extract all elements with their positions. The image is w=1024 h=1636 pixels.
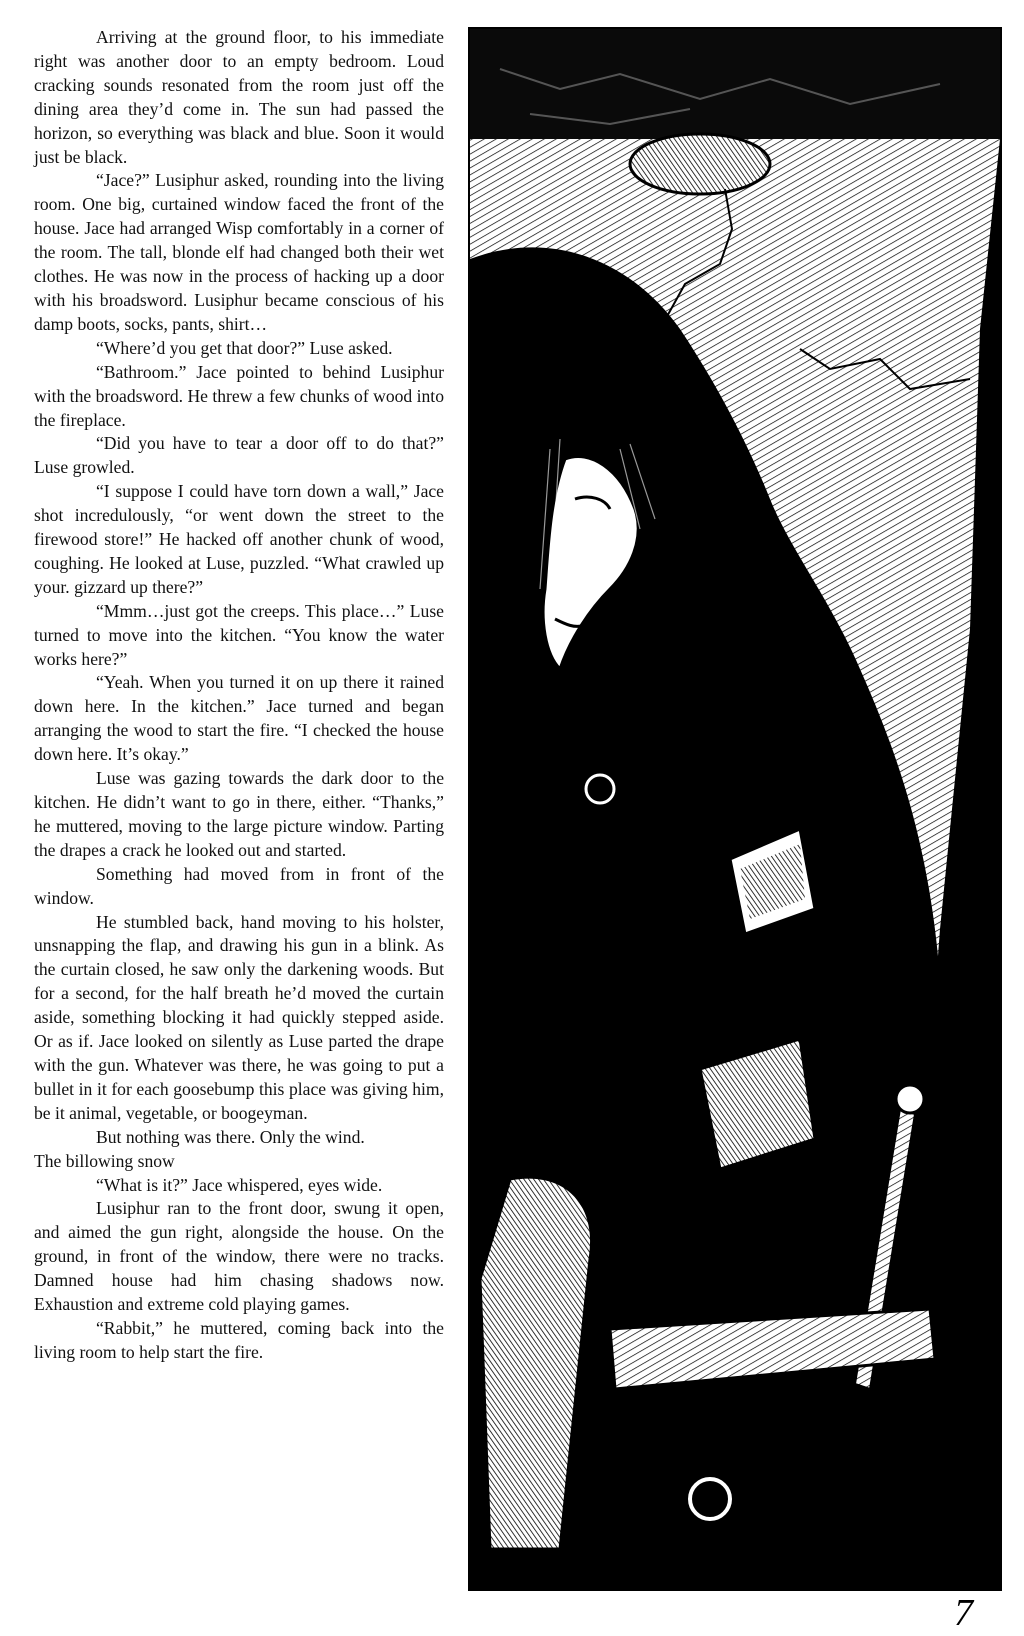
page-number: 7 xyxy=(954,1592,973,1634)
paragraph: Luse was gazing towards the dark door to the kitchen. He didn’t want to go in there, either. “Thanks,” he muttered, moving to the large picture window. Parting the drapes a crack he looked out and started. xyxy=(34,768,444,860)
paragraph: “Mmm…just got the creeps. This place…” Luse turned to move into the kitchen. “You know the water works here?” xyxy=(34,600,444,669)
paragraph: “Yeah. When you turned it on up there it rained down here. In the kitchen.” Jace turned and began arranging the wood to start the fire. “I checked the house down here. It’s okay.” xyxy=(34,672,444,765)
paragraph: “What is it?” Jace whispered, eyes wide. xyxy=(96,1174,383,1195)
paragraph: Arriving at the ground floor, to his immediate right was another door to an empty bedroom. Loud cracking sounds resonated from the room just off the dining area they’d come in. The sun had passed the horizon, so everything was black and blue. Soon it would just be black. xyxy=(34,27,444,167)
sword-pommel xyxy=(896,1085,924,1113)
paragraph: Something had moved from in front of the window. xyxy=(34,863,444,908)
paragraph: The billowing snow xyxy=(34,1150,175,1171)
illustration-panel xyxy=(468,27,1002,1591)
paragraph: He stumbled back, hand moving to his holster, unsnapping the flap, and drawing his gun in a blink. As the curtain closed, he saw only the darkening woods. But for a second, for the half breath he’d moved the curtain aside, something blocking it had quickly stepped aside. Or as if. Jace looked on silently as Luse parted the drape with the gun. Whatever was there, he was going to put a bullet in it for each goosebump this place was giving him, be it animal, vegetable, or boogeyman. xyxy=(34,911,444,1123)
paragraph: “Bathroom.” Jace pointed to behind Lusiphur with the broadsword. He threw a few chunks of wood into the fireplace. xyxy=(34,361,444,430)
hooded-figure-illustration xyxy=(470,29,1000,1589)
ceiling-beam xyxy=(470,29,1000,139)
ceiling-lamp xyxy=(630,134,770,194)
paragraph: Lusiphur ran to the front door, swung it open, and aimed the gun right, alongside the house. On the ground, in front of the window, there were no tracks. Damned house had him chasing shadows now. Exhaustion and extreme cold playing games. xyxy=(34,1198,444,1315)
paragraph: “Did you have to tear a door off to do that?” Luse growled. xyxy=(34,433,444,478)
paragraph: “Rabbit,” he muttered, coming back into the living room to help start the fire. xyxy=(34,1317,444,1362)
paragraph: “Jace?” Lusiphur asked, rounding into the living room. One big, curtained window faced the front of the house. Jace had arranged Wisp comfortably in a corner of the room. The tall, blonde elf had changed both their wet clothes. He was now in the process of hacking up a door with his broadsword. Lusiphur became conscious of his damp boots, socks, pants, shirt… xyxy=(34,170,444,334)
paragraph: “Where’d you get that door?” Luse asked. xyxy=(96,337,393,358)
paragraph: “I suppose I could have torn down a wall,” Jace shot incredulously, “or went down the street to the firewood store!” He hacked off another chunk of wood, coughing. He looked at Luse, puzzled. “What crawled up your. gizzard up there?” xyxy=(34,481,444,597)
story-text xyxy=(34,26,444,1365)
paragraph: But nothing was there. Only the wind. xyxy=(96,1126,365,1147)
